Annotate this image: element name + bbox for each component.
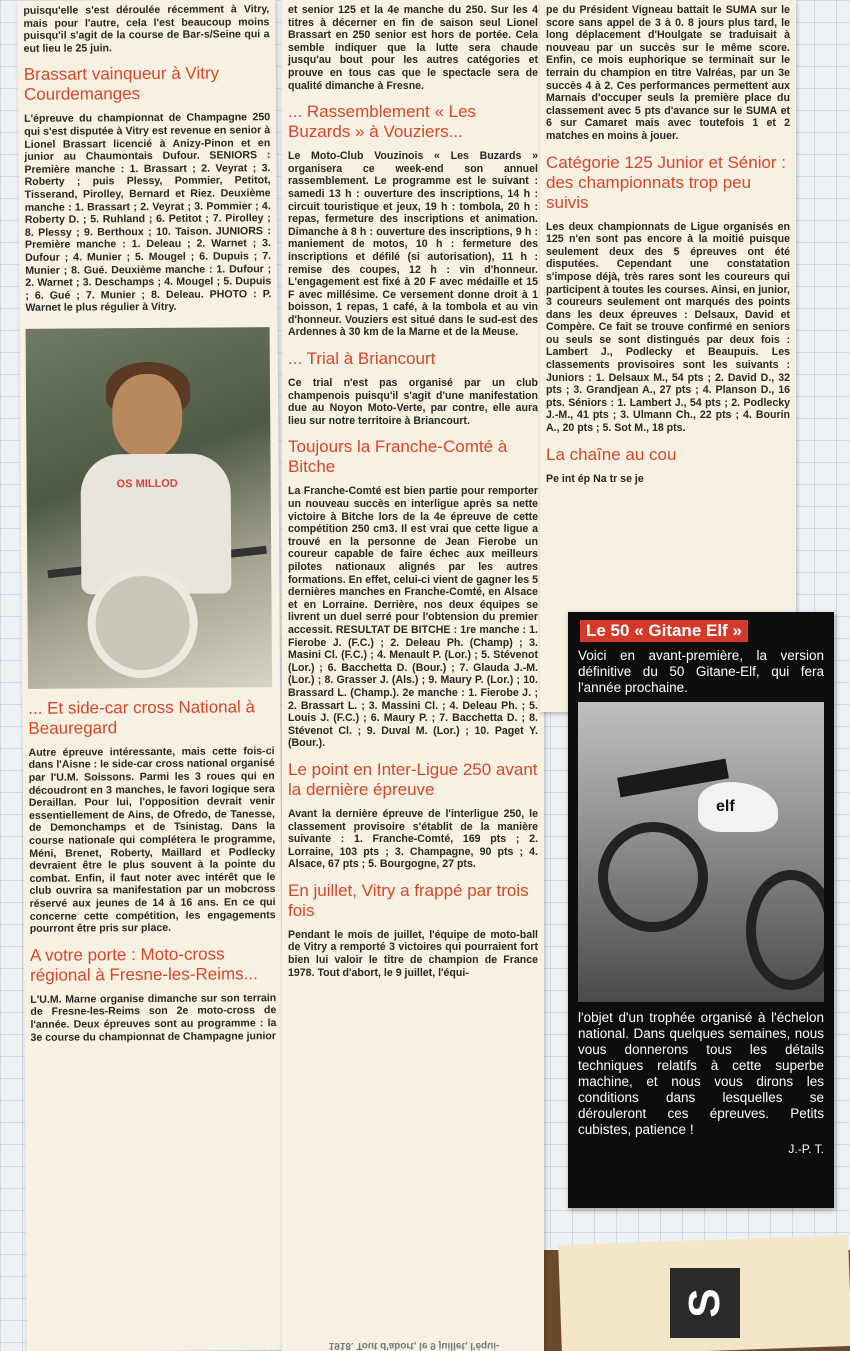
headline-trial: ... Trial à Briancourt: [288, 349, 436, 369]
article-sidecar: Autre épreuve intéressante, mais cette fois-ci dans l'Aisne : le side-car cross national organisé par l'U.M. Soissons. Parmi les 3 roues qui en découdront en 3 manches, le favori logique sera Deraillan. Pour lui, l'opposition devrait venir essentiellement de Ains, de Ofredo, de Tanesse, de Demonchamps et de Tsinistag. Dans la course nationale qui complétera le programme, Méni, Brenet, Roberty, Maillard et Podlecky devraient être le plus souvent à la pointe du combat. Enfin, il faut noter avec intérêt que le club ouvrira sa manifestation par un mobcross réservé aux jeunes de 14 à 16 ans. En ce qui concerne cette compétition, les engagements pourront être pris sur place.: [28, 745, 276, 936]
mirrored-text-strip: 1918. Tout d'abort, le 9 juillet, l'équi-: [284, 1334, 544, 1351]
clipping-column-3: [540, 0, 796, 712]
article-categorie: Les deux championnats de Ligue organisés en 125 n'en sont pas encore à la moitié puisque seulement deux des 5 épreuves ont été disputées. Cependant une constatation s'impose déjà, très rares sont les coureurs qui participent à toutes les courses. Ainsi, en junior, 3 coureurs seulement ont marqués des points dans les deux épreuves : Delsaux, David et Compère. Ce fait se trouve confirmé en seniors ou seuls se sont distingués par deux fois : Lambert J., Podlecky et Beaupuis. Les classements provisoires sont les suivants : Juniors : 1. Delsaux M., 54 pts ; 2. David D., 32 pts ; 3. Grandjean A., 27 pts ; 4. Planson D., 16 pts. Séniors : 1. Lambert J., 54 pts ; 2. Podlecky J.-M., 41 pts ; 3. Ulmann Ch., 22 pts ; 4. Bourin A., 20 pts ; 5. Sot M., 18 pts.: [546, 220, 790, 435]
gitane-lead: Voici en avant-première, la version définitive du 50 Gitane-Elf, qui fera l'année prochaine.: [578, 648, 824, 695]
clipping-column-2: [282, 0, 544, 1351]
headline-chaine: La chaîne au cou: [546, 444, 677, 464]
gitane-title: Le 50 « Gitane Elf »: [580, 620, 748, 642]
headline-buzards: ... Rassemblement « Les Buzards » à Vouziers...: [288, 102, 477, 142]
photo-rider-warnet: [26, 327, 273, 689]
col1-top-fragment: puisqu'elle s'est déroulée récemment à Vitry, mais pour l'autre, cela l'est beaucoup moins puisqu'il s'agit de la course de Bar-s/Seine qui a eut lieu le 25 juin.: [23, 3, 270, 55]
article-porte: L'U.M. Marne organise dimanche sur son terrain de Fresne-les-Reims son 2e moto-cross de l'année. Deux épreuves sont au programme : la 3e course du championnat de Champagne junior: [30, 991, 277, 1044]
headline-bitche: Toujours la Franche-Comté à Bitche: [288, 437, 508, 477]
photo-shirt-text: OS MILLOD: [116, 477, 178, 491]
headline-juillet: En juillet, Vitry a frappé par trois fois: [288, 880, 529, 920]
elf-logo-label: elf: [716, 798, 735, 815]
col2-top-fragment: et senior 125 et la 4e manche du 250. Sur les 4 titres à décerner en fin de saison seul Lionel Brassart en 250 senior est hors de portée. Cela semble indiquer que la lutte sera chaude jusqu'au bout pour les autres catégories et prouve en tous cas que le spectacle sera de qualité dimanche à Fresne.: [288, 4, 538, 92]
photo-gitane-motorbike: [578, 702, 824, 1002]
headline-brassart: Brassart vainqueur à Vitry Courdemanges: [23, 63, 220, 105]
corner-letter: S: [670, 1268, 740, 1338]
headline-sidecar: ... Et side-car cross National à Beauregard: [28, 697, 256, 738]
headline-point: Le point en Inter-Ligue 250 avant la dernière épreuve: [288, 759, 538, 799]
headline-porte: A votre porte : Moto-cross régional à Fresne-les-Reims...: [29, 944, 258, 985]
headline-categorie: Catégorie 125 Junior et Sénior : des championnats trop peu suivis: [546, 152, 787, 212]
article-brassart: L'épreuve du championnat de Champagne 250 qui s'est disputée à Vitry est revenue en senior à Lionel Brassart licencié à Anizy-Pinon et en junior au Chaumontais Dufour. SENIORS : Première manche : 1. Brassart ; 2. Veyrat ; 3. Roberty ; puis Plessy, Pommier, Petitot, Tisserand, Pirolley, Bernard et Riez. Deuxième manche : 1. Brassart ; 2. Veyrat ; 3. Pommier ; 4. Roberty D. ; 5. Ruhland ; 6. Petitot ; 7. Pirolley ; 8. Plessy ; 9. Berthoux ; 10. Taison. JUNIORS : Première manche : 1. Deleau ; 2. Warnet ; 3. Dufour ; 4. Munier ; 5. Mougel ; 6. Dupuis ; 7. Munier ; 8. Gué. Deuxième manche : 1. Dufour ; 2. Warnet ; 3. Deschamps ; 4. Mougel ; 5. Dupuis ; 6. Gué ; 7. Munier ; 8. Deleau. PHOTO : P. Warnet le plus régulier à Vitry.: [24, 111, 272, 315]
gitane-signature: J.-P. T.: [788, 1142, 824, 1156]
clipping-column-1: [17, 0, 284, 1351]
gitane-body: l'objet d'un trophée organisé à l'échelon national. Dans quelques semaines, nous vous donnerons tous les détails techniques relatifs à cette superbe machine, et nous vous dirons les conditions dans lesquelles se dérouleront ces épreuves. Petits cubistes, patience !: [578, 1010, 824, 1137]
article-bitche: La Franche-Comté est bien partie pour remporter un nouveau succès en interligue après sa nette victoire à Bitche lors de la 4e épreuve de cette compétition 250 cm3. Il est vrai que cette ligue a trouvé en la personne de Jean Fierobe un coureur capable de faire échec aux meilleurs pilotes nationaux alignés par les autres formations. En effet, celui-ci vient de gagner les 5 dernières manches en Franche-Comté, en Alsace et en Lorraine. Derrière, nos deux équipes se livrent un duel serré pour l'obtension du premier accessit. RESULTAT DE BITCHE : 1re manche : 1. Fierobe J. (F.C.) ; 2. Deleau Ph. (Champ) ; 3. Masini Cl. (F.C.) ; 4. Menault P. (Lor.) ; 5. Stévenot (Lor.) ; 6. Bacchetta D. (Bour.) ; 7. Glauda J.-M. (Lor.) ; 8. Grasser J. (Als.) ; 9. Maury P. (Lor.) ; 10. Brassard L. (Champ.). 2e manche : 1. Fierobe J. ; 2. Brassart L. ; 3. Massini Cl. ; 4. Deleau Ph. ; 5. Louis J. (F.C.) ; 6. Maury P. ; 7. Bacchetta D. ; 8. Stévenot Cl. ; 9. Duval M. (Lor.) ; 10. Paget Y. (Bour.).: [288, 485, 538, 750]
article-chaine-fragment: Pe int ép Na tr se je: [546, 472, 644, 485]
article-buzards: Le Moto-Club Vouzinois « Les Buzards » organisera ce week-end son annuel rassemblement. Le programme est le suivant : samedi 13 h : ouverture des inscriptions, 14 h : circuit touristique et jeux, 19 h : tombola, 20 h : repas, fermeture des inscriptions et animation. Dimanche à 8 h : ouverture des inscriptions, 9 h : maniement de motos, 10 h : fermeture des inscriptions et défilé (si autorisation), 11 h : remise des coupes, 12 h : vin d'honneur. L'engagement est fixé à 20 F avec médaille et 15 F avec millésime. Ce versement donne droit à 1 boisson, 1 repas, 1 café, à la tombola et au vin d'honneur. Vouziers est situé dans le sud-est des Ardennes à 30 km de la Marne et de la Meuse.: [288, 150, 538, 339]
article-point: Avant la dernière épreuve de l'interligue 250, le classement provisoire s'établit de la manière suivante : 1. Franche-Comté, 169 pts ; 2. Lorraine, 103 pts ; 3. Champagne, 90 pts ; 4. Alsace, 67 pts ; 5. Bourgogne, 27 pts.: [288, 807, 538, 871]
col3-top-fragment: pe du Président Vigneau battait le SUMA sur le score sans appel de 3 à 0. 8 jours plus tard, le long déplacement d'Houlgate se traduisait à nouveau par un succès sur le même score. Enfin, ce mois euphorique se terminait sur le terrain du champion en titre Valréas, par un 3e succès 4 à 2. Ces performances permettent aux Marnais d'occuper seuls la première place du classement avec 5 pts d'avance sur le SUMA et 6 sur Camaret mais avec toutefois 1 et 2 matches en moins à jouer.: [546, 4, 790, 142]
gitane-elf-box: [568, 612, 834, 1208]
article-juillet: Pendant le mois de juillet, l'équipe de moto-ball de Vitry a remporté 3 victoires qui pourraient fort bien lui valoir le titre de champion de France 1978. Tout d'abort, le 9 juillet, l'équi-: [288, 928, 538, 979]
article-trial: Ce trial n'est pas organisé par un club champenois puisqu'il s'agit d'une manifestation due au Noyon Moto-Verte, par contre, elle aura lieu sur notre territoire à Briancourt.: [288, 377, 538, 427]
